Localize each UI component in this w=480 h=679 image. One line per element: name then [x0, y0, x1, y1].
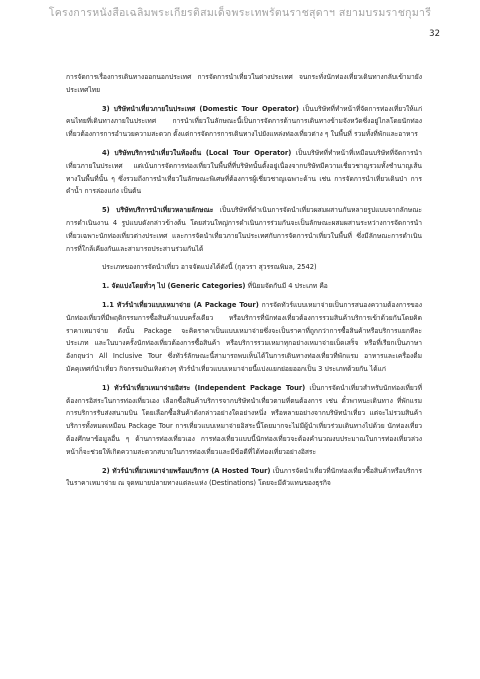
paragraph — [66, 71, 422, 97]
subparagraph — [66, 465, 422, 491]
subparagraph-text: เป็นการจัดนำเที่ยวสำหรับนักท่องเที่ยวที่ต้องการอิสระในการท่องเที่ยวเอง เลือกซื้อสินค้าบริการจากบริษัทนำเที่ยวตามที่ตนต้องการ เช่น ตั๋วพาหนะเดินทาง ที่พักแรม การบริการรับส่งสนามบิน โดยเลือกซื้อสินค้าดังกล่าวอย่างใดอย่างหนึ่ง หรือหลายอย่างจากบริษัทนำเที่ยว แต่จะไม่รวมสินค้าบริการทั้งหมดเหมือน Package Tour การเที่ยวแบบเหมาจ่ายอิสระนี้โดยมากจะไม่มีผู้นำเที่ยวร่วมเดินทางไปด้วย นักท่องเที่ยวต้องศึกษาข้อมูลอื่น ๆ ด้านการท่องเที่ยวเอง การท่องเที่ยวแบบนี้นักท่องเที่ยวจะต้องคำนวณงบประมาณในการท่องเที่ยวล่วงหน้าก็จะช่วยให้เกิดความสะดวกสบายในการท่องเที่ยวและมีข้อดีที่ได้ท่องเที่ยวอย่างอิสระ — [66, 383, 423, 456]
page-number: 32 — [429, 29, 440, 39]
subparagraph-lead: 1) ทัวร์นำเที่ยวเหมาจ่ายอิสระ (Independent Package Tour) — [102, 383, 306, 392]
body-text — [66, 71, 422, 496]
section-heading-label: 1. จัดแบ่งโดยทั่วๆ ไป (Generic Categories) — [102, 282, 246, 291]
paragraph — [66, 147, 422, 198]
paragraph-text: เป็นบริษัทที่ดำเนินการจัดนำเที่ยวผสมผสานกันหลายรูปแบบจากลักษณะการดำเนินงาน 4 รูปแบบดังกล่าวข้างต้น โดยส่วนใหญ่การดำเนินการร่วมกันจะเป็นลักษณะผสมผสานระหว่างการจัดการนำเที่ยวเฉพาะนักท่องเที่ยวต่างประเทศ และการจัดนำเที่ยวภายในประเทศกับการจัดการนำเที่ยวในพื้นที่ ซึ่งมีลักษณะการดำเนินการที่ใกล้เคียงกันและสามารถประสานร่วมกันได้ — [66, 206, 423, 253]
subparagraph — [66, 299, 422, 376]
paragraph-text: ประเภทของการจัดนำเที่ยว อาจจัดแบ่งได้ดังนี้ (กุลวรา สุวรรณพิมล, 2542) — [102, 263, 317, 272]
subparagraph-lead: 1.1 ทัวร์นำเที่ยวแบบเหมาจ่าย (A Package Tour) — [102, 300, 259, 309]
subparagraph — [66, 382, 422, 459]
paragraph-text: เป็นบริษัทที่ทำหน้าที่เหมือนบริษัทที่จัดการนำเที่ยวภายในประเทศ แต่เน้นการจัดการท่องเที่ยวในพื้นที่ที่บริษัทนั้นตั้งอยู่เนื่องจากบริษัทมีความเชี่ยวชาญรวมทั้งชำนาญเส้นทางในพื้นที่นั้น ๆ ซึ่งรวมถึงการนำเที่ยวในลักษณะพิเศษที่ต้องการผู้เชี่ยวชาญเฉพาะด้าน เช่น การจัดการนำเที่ยวเดินป่า การดำน้ำ การล่องแก่ง เป็นต้น — [66, 148, 422, 196]
paragraph-lead: 4) บริษัทบริการนำเที่ยวในท้องถิ่น (Local Tour Operator) — [102, 148, 292, 157]
section-heading-tail: ที่นิยมจัดกันมี 4 ประเภท คือ — [245, 282, 328, 291]
running-header: โครงการหนังสือเฉลิมพระเกียรติสมเด็จพระเทพรัตนราชสุดาฯ สยามบรมราชกุมารี — [48, 7, 432, 19]
paragraph — [66, 204, 422, 255]
paragraph-lead: 3) บริษัทนำเที่ยวภายในประเทศ (Domestic Tour Operator) — [102, 104, 299, 113]
paragraph-lead: 5) บริษัทบริการนำเที่ยวหลายลักษณะ — [102, 206, 214, 215]
subparagraph-text: เป็นการจัดนำเที่ยวที่นักท่องเที่ยวซื้อสินค้าหรือบริการในราคาเหมาจ่าย ณ จุดหมายปลายทางแต่ละแห่ง (Destinations) โดยจะมีตัวแทนของธุรกิจ — [66, 466, 423, 488]
paragraph — [66, 103, 422, 141]
paragraph-text: เป็นบริษัทที่ทำหน้าที่จัดการท่องเที่ยวให้แก่คนไทยที่เดินทางภายในประเทศ การนำเที่ยวในลักษณะนี้เป็นการจัดการด้านการเดินทางข้ามจังหวัดซึ่งอยู่ไกลโดยนักท่องเที่ยวต้องการการอำนวยความสะดวก ตั้งแต่การจัดการการเดินทางไปยังแหล่งท่องเที่ยวต่าง ๆ ในพื้นที่ รวมทั้งที่พักและอาหาร — [66, 104, 422, 139]
paragraph — [66, 261, 422, 274]
subparagraph-lead: 2) ทัวร์นำเที่ยวเหมาจ่ายพร้อมบริการ (A Hosted Tour) — [102, 466, 271, 475]
section-heading — [66, 280, 422, 293]
subparagraph-text: การจัดทัวร์แบบเหมาจ่ายเป็นการสนองความต้องการของนักท่องเที่ยวที่มีพฤติกรรมการซื้อสินค้าแบบครั้งเดียว หรือบริการที่นักท่องเที่ยวต้องการรวมสินค้าบริการเข้าด้วยกันโดยคิดราคาเหมาจ่าย ดังนั้น Package จะคิดราคาเป็นแบบเหมาจ่ายซึ่งจะเป็นราคาที่ถูกกว่าการซื้อสินค้าหรือบริการแยกทีละประเภท และในบางครั้งนักท่องเที่ยวต้องการซื้อสินค้า หรือบริการรวมเหมาทุกอย่างเหมาจ่ายเบ็ดเสร็จ หรือที่เรียกเป็นภาษาอังกฤษว่า All Inclusive Tour ซึ่งทัวร์ลักษณะนี้สามารถพบเห็นได้ในการเดินทางท่องเที่ยวที่พักแรม อาหารและเครื่องดื่ม มัคคุเทศก์นำเที่ยว กิจกรรมบันเทิงต่างๆ ทัวร์นำเที่ยวแบบเหมาจ่ายนี้แบ่งแยกย่อยออกเป็น 3 ประเภทด้วยกัน ได้แก่ — [66, 300, 422, 373]
paragraph-text: การจัดการเรื่องการเดินทางออกนอกประเทศ การจัดการนำเที่ยวในต่างประเทศ จนกระทั่งนักท่องเที่ยวเดินทางกลับเข้ามายังประเทศไทย — [66, 73, 422, 94]
